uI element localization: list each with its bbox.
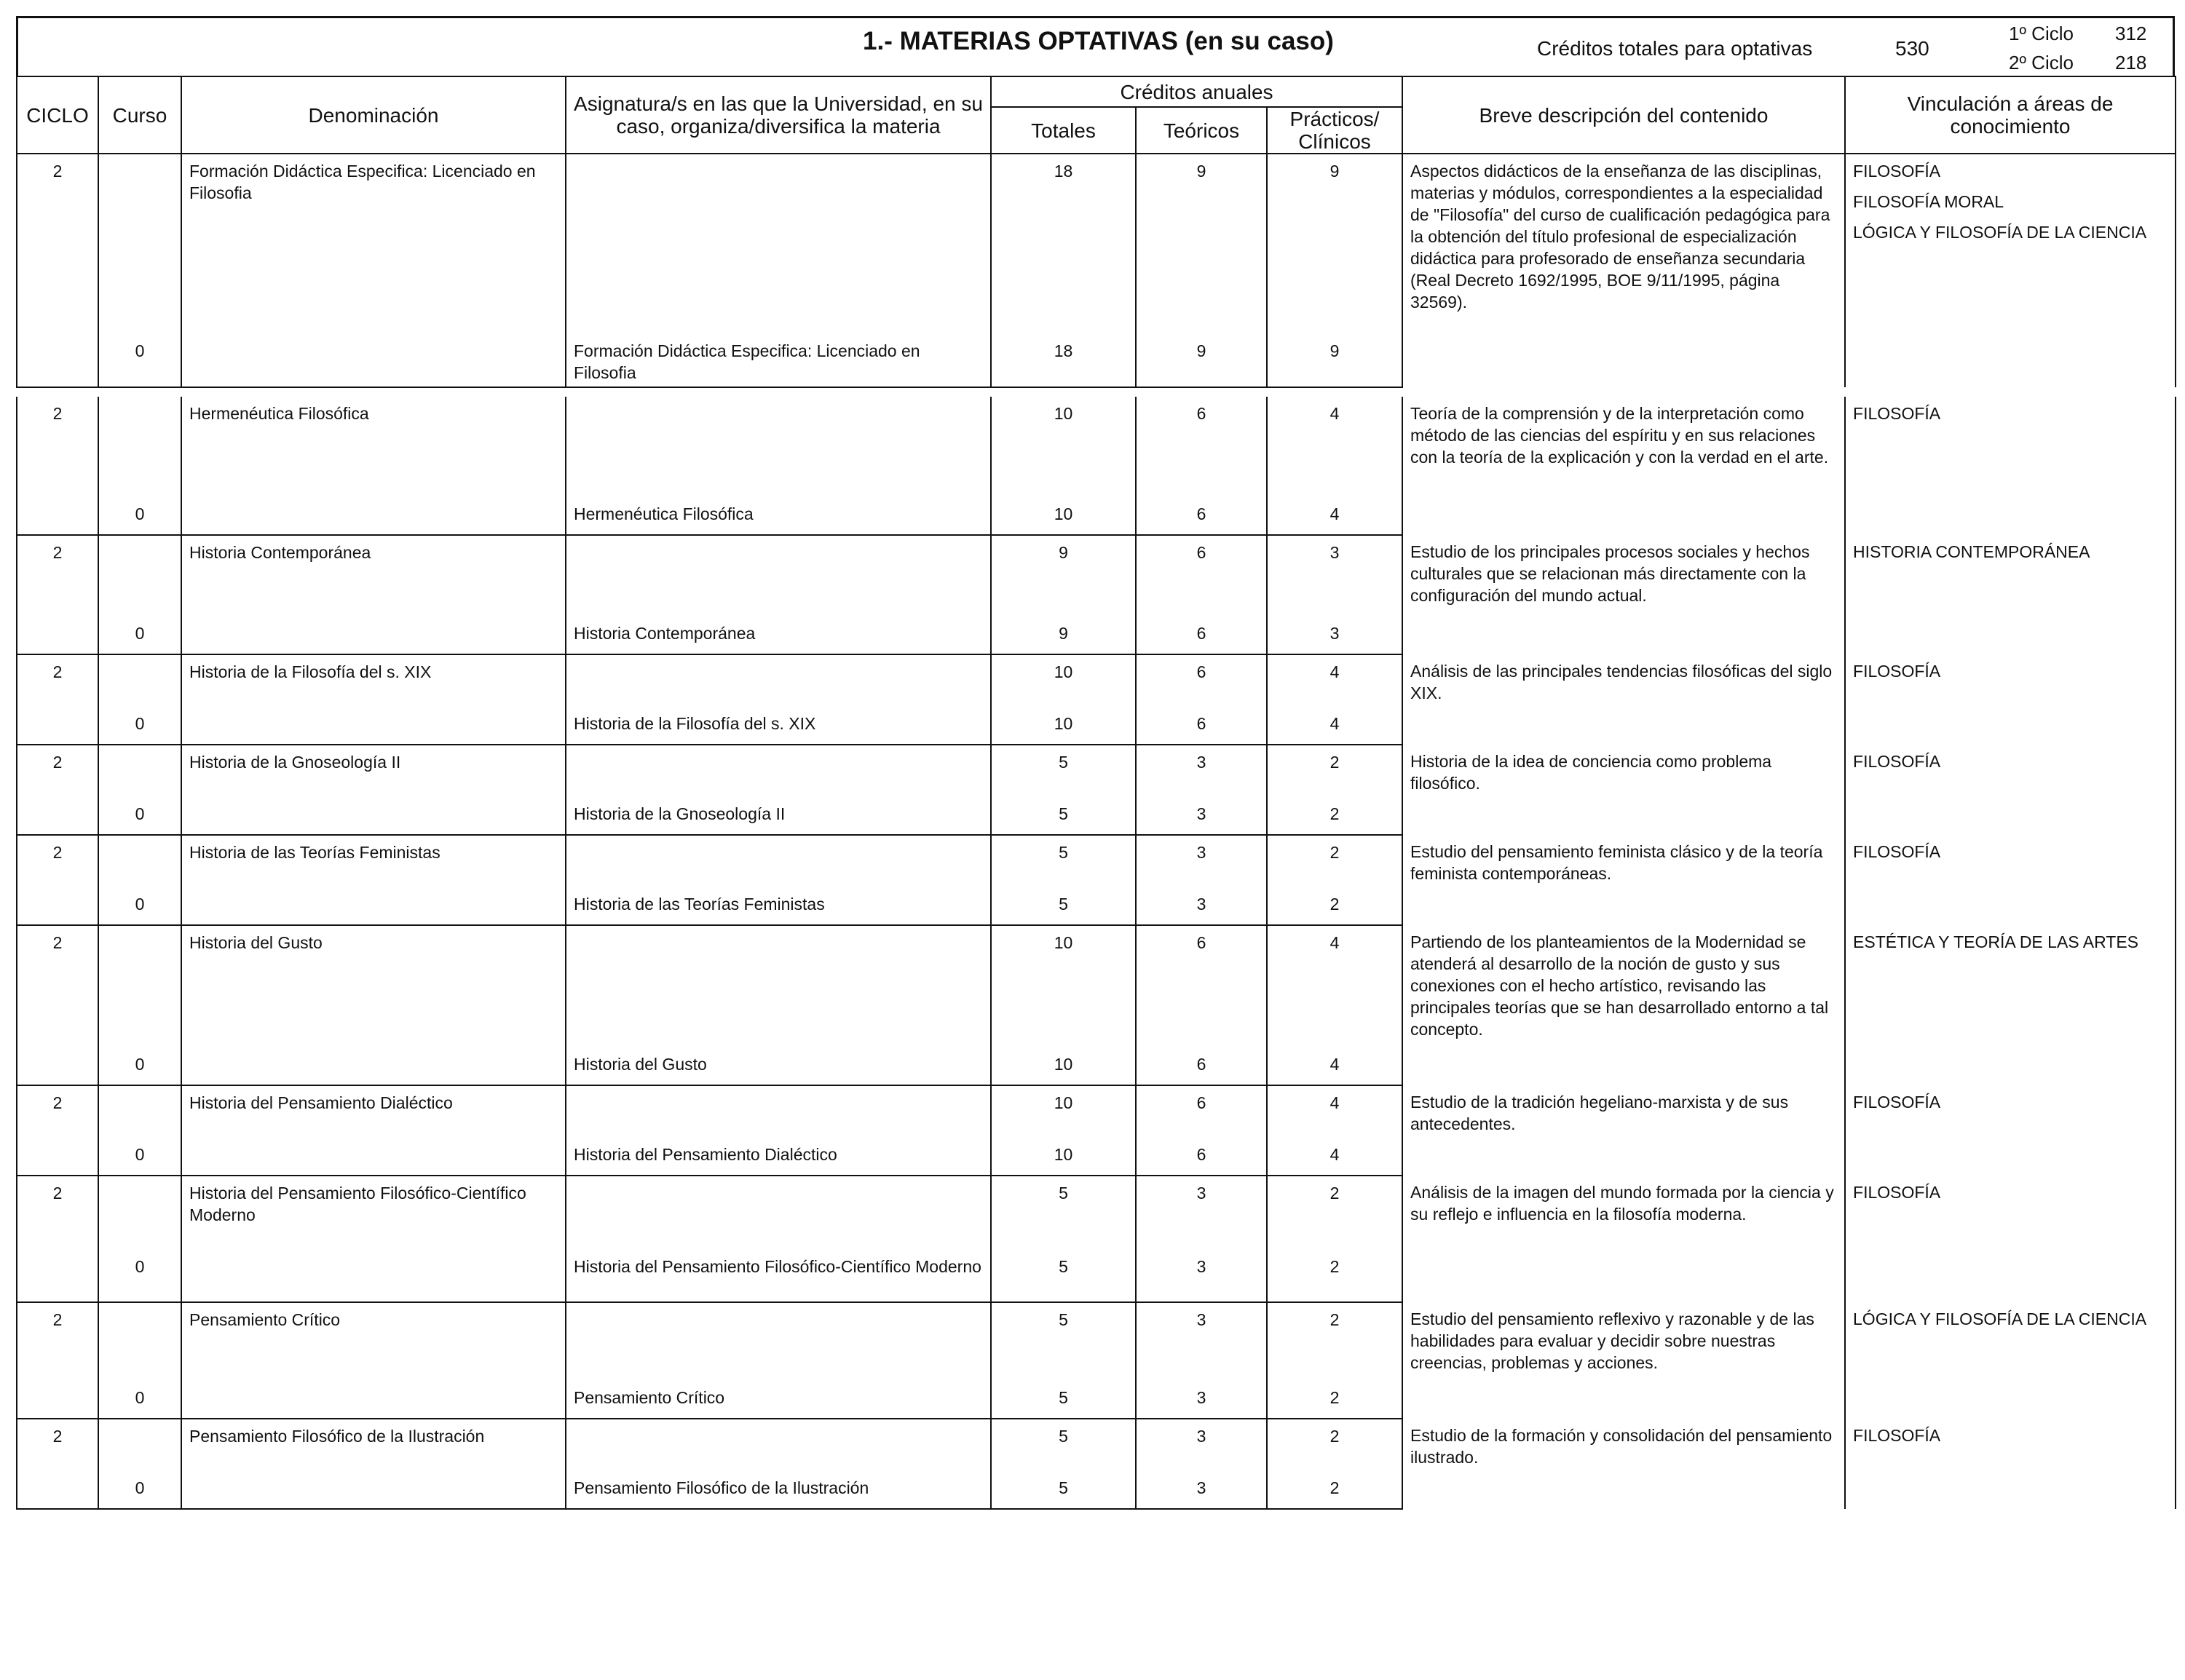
cell-sub-practicos: 3 (1267, 622, 1402, 654)
cell-ciclo: 2 (17, 1302, 98, 1387)
cell-asignatura-empty (566, 154, 991, 340)
title-bar (16, 16, 2175, 76)
table-row (17, 1419, 2176, 1477)
cell-asignatura: Historia de la Gnoseología II (566, 803, 991, 835)
table-row (17, 1302, 2176, 1387)
cell-asignatura-empty (566, 1419, 991, 1477)
cell-sub-teoricos: 3 (1136, 1387, 1267, 1419)
table-row (17, 1085, 2176, 1144)
cell-sub-practicos: 4 (1267, 503, 1402, 535)
cycle1-value: 312 (2115, 23, 2147, 44)
cell-asignatura: Historia de las Teorías Feministas (566, 893, 991, 925)
cell-curso: 0 (98, 1053, 181, 1085)
cell-sub-totales: 9 (991, 622, 1136, 654)
cell-sub-teoricos: 9 (1136, 340, 1267, 387)
area-label: FILOSOFÍA (1853, 404, 1941, 423)
cell-sub-totales: 5 (991, 1256, 1136, 1302)
col-descripcion: Breve descripción del contenido (1402, 76, 1845, 154)
cell-descripcion: Estudio del pensamiento feminista clásico y de la teoría feminista contemporáneas. (1402, 835, 1845, 925)
cell-asignatura: Historia del Pensamiento Dialéctico (566, 1144, 991, 1176)
subjects-table (16, 76, 2176, 1510)
cell-curso-empty (98, 397, 181, 503)
cell-ciclo-empty (17, 893, 98, 925)
cell-areas (1845, 1176, 2176, 1302)
cell-curso: 0 (98, 503, 181, 535)
area-label: FILOSOFÍA (1853, 1093, 1941, 1112)
cell-teoricos: 6 (1136, 397, 1267, 503)
cell-asignatura: Historia de la Filosofía del s. XIX (566, 713, 991, 745)
cell-curso: 0 (98, 1477, 181, 1509)
cell-descripcion: Aspectos didácticos de la enseñanza de las disciplinas, materias y módulos, correspondientes a la especialidad de "Filosofía" del curso de cualificación pedagógica para la obtención del título profesional de especialización didáctica para profesorado de enseñanza secundaria (Real Decreto 1692/1995, BOE 9/11/1995, página 32569). (1402, 154, 1845, 387)
table-body (17, 154, 2176, 1509)
cell-sub-totales: 10 (991, 503, 1136, 535)
area-label: LÓGICA Y FILOSOFÍA DE LA CIENCIA (1853, 1309, 2147, 1328)
table-row (17, 154, 2176, 340)
cell-curso: 0 (98, 1256, 181, 1302)
area-label: FILOSOFÍA (1853, 1426, 1941, 1445)
area-label: ESTÉTICA Y TEORÍA DE LAS ARTES (1853, 932, 2139, 951)
cell-denominacion: Pensamiento Filosófico de la Ilustración (181, 1419, 566, 1477)
cell-sub-practicos: 2 (1267, 1256, 1402, 1302)
cell-ciclo-empty (17, 803, 98, 835)
cell-ciclo: 2 (17, 1176, 98, 1256)
cell-denominacion-empty (181, 893, 566, 925)
cell-sub-totales: 5 (991, 803, 1136, 835)
cell-teoricos: 6 (1136, 925, 1267, 1053)
cell-practicos: 2 (1267, 1176, 1402, 1256)
cycle2-label: 2º Ciclo (2009, 52, 2074, 74)
cell-totales: 18 (991, 154, 1136, 340)
cell-asignatura-empty (566, 397, 991, 503)
cell-areas (1845, 1302, 2176, 1419)
cell-totales: 5 (991, 1302, 1136, 1387)
col-totales: Totales (991, 107, 1136, 154)
cell-sub-totales: 5 (991, 1387, 1136, 1419)
table-row (17, 654, 2176, 713)
cell-asignatura-empty (566, 654, 991, 713)
cell-asignatura: Historia Contemporánea (566, 622, 991, 654)
cell-sub-teoricos: 6 (1136, 713, 1267, 745)
cell-practicos: 4 (1267, 654, 1402, 713)
cell-denominacion: Historia del Pensamiento Dialéctico (181, 1085, 566, 1144)
cell-ciclo: 2 (17, 397, 98, 503)
cell-totales: 5 (991, 1419, 1136, 1477)
cell-practicos: 2 (1267, 745, 1402, 803)
cell-curso-empty (98, 925, 181, 1053)
cell-totales: 9 (991, 535, 1136, 622)
cell-sub-practicos: 4 (1267, 713, 1402, 745)
cell-asignatura-empty (566, 1085, 991, 1144)
cell-sub-teoricos: 6 (1136, 622, 1267, 654)
cell-asignatura-empty (566, 535, 991, 622)
cell-ciclo: 2 (17, 154, 98, 340)
cell-sub-totales: 10 (991, 1144, 1136, 1176)
cell-denominacion: Historia del Gusto (181, 925, 566, 1053)
cell-asignatura: Pensamiento Filosófico de la Ilustración (566, 1477, 991, 1509)
cell-curso: 0 (98, 622, 181, 654)
cell-denominacion-empty (181, 1053, 566, 1085)
cell-denominacion-empty (181, 622, 566, 654)
col-denominacion: Denominación (181, 76, 566, 154)
col-teoricos: Teóricos (1136, 107, 1267, 154)
cell-sub-practicos: 9 (1267, 340, 1402, 387)
area-label: FILOSOFÍA (1853, 662, 1941, 681)
cell-denominacion: Historia Contemporánea (181, 535, 566, 622)
cell-sub-teoricos: 6 (1136, 503, 1267, 535)
cell-denominacion: Formación Didáctica Especifica: Licenciado en Filosofia (181, 154, 566, 340)
area-label: HISTORIA CONTEMPORÁNEA (1853, 542, 2090, 561)
cell-asignatura: Hermenéutica Filosófica (566, 503, 991, 535)
table-row (17, 1176, 2176, 1256)
cell-descripcion: Análisis de la imagen del mundo formada por la ciencia y su reflejo e influencia en la filosofía moderna. (1402, 1176, 1845, 1302)
cell-denominacion: Historia de las Teorías Feministas (181, 835, 566, 893)
cell-curso: 0 (98, 713, 181, 745)
cell-totales: 10 (991, 654, 1136, 713)
cell-practicos: 2 (1267, 835, 1402, 893)
cell-teoricos: 6 (1136, 535, 1267, 622)
cell-sub-teoricos: 3 (1136, 803, 1267, 835)
cell-totales: 10 (991, 925, 1136, 1053)
total-credits-value: 530 (1895, 37, 1929, 60)
cell-asignatura-empty (566, 1176, 991, 1256)
cell-ciclo-empty (17, 503, 98, 535)
cell-sub-totales: 5 (991, 893, 1136, 925)
cell-areas (1845, 925, 2176, 1085)
col-curso: Curso (98, 76, 181, 154)
cycle1-label: 1º Ciclo (2009, 23, 2074, 44)
table-row (17, 535, 2176, 622)
cell-practicos: 4 (1267, 397, 1402, 503)
cell-ciclo: 2 (17, 654, 98, 713)
area-label: FILOSOFÍA (1853, 1183, 1941, 1202)
cell-practicos: 4 (1267, 1085, 1402, 1144)
cell-denominacion-empty (181, 803, 566, 835)
cell-curso: 0 (98, 803, 181, 835)
cell-practicos: 2 (1267, 1419, 1402, 1477)
cell-sub-practicos: 2 (1267, 893, 1402, 925)
cell-teoricos: 6 (1136, 654, 1267, 713)
cell-denominacion-empty (181, 340, 566, 387)
cell-areas (1845, 535, 2176, 654)
cell-ciclo-empty (17, 1477, 98, 1509)
cell-asignatura: Historia del Pensamiento Filosófico-Científico Moderno (566, 1256, 991, 1302)
area-label: FILOSOFÍA MORAL (1853, 192, 2004, 211)
page-title: 1.- MATERIAS OPTATIVAS (en su caso) (863, 27, 1334, 55)
cell-denominacion-empty (181, 1144, 566, 1176)
gap-cell (17, 387, 2176, 397)
cell-sub-totales: 10 (991, 713, 1136, 745)
table-header (17, 76, 2176, 154)
cell-asignatura-empty (566, 835, 991, 893)
cell-sub-practicos: 2 (1267, 1477, 1402, 1509)
cell-ciclo-empty (17, 622, 98, 654)
cell-ciclo-empty (17, 713, 98, 745)
cell-totales: 5 (991, 745, 1136, 803)
cell-curso-empty (98, 154, 181, 340)
cell-descripcion: Estudio de los principales procesos sociales y hechos culturales que se relacionan más directamente con la configuración del mundo actual. (1402, 535, 1845, 654)
cell-areas (1845, 1419, 2176, 1509)
cell-asignatura: Historia del Gusto (566, 1053, 991, 1085)
cell-ciclo-empty (17, 1144, 98, 1176)
cell-ciclo-empty (17, 1387, 98, 1419)
cycle2-value: 218 (2115, 52, 2147, 74)
cell-sub-practicos: 4 (1267, 1144, 1402, 1176)
cell-ciclo: 2 (17, 535, 98, 622)
cell-areas (1845, 654, 2176, 745)
table-row (17, 397, 2176, 503)
optional-subjects-sheet (16, 16, 2175, 1510)
cell-sub-practicos: 2 (1267, 803, 1402, 835)
col-vinculacion: Vinculación a áreas de conocimiento (1845, 76, 2176, 154)
cell-sub-teoricos: 3 (1136, 1256, 1267, 1302)
cell-curso-empty (98, 745, 181, 803)
cell-descripcion: Partiendo de los planteamientos de la Modernidad se atenderá al desarrollo de la noción de gusto y sus conexiones con el hecho artístico, revisando las principales teorías que se han desarrollado entorno a tal concepto. (1402, 925, 1845, 1085)
table-row (17, 925, 2176, 1053)
area-label: LÓGICA Y FILOSOFÍA DE LA CIENCIA (1853, 223, 2147, 242)
cell-totales: 5 (991, 835, 1136, 893)
cell-areas (1845, 154, 2176, 387)
cell-denominacion-empty (181, 713, 566, 745)
cell-ciclo-empty (17, 340, 98, 387)
cell-curso-empty (98, 535, 181, 622)
cell-teoricos: 3 (1136, 1419, 1267, 1477)
cell-sub-totales: 18 (991, 340, 1136, 387)
cell-descripcion: Estudio del pensamiento reflexivo y razonable y de las habilidades para evaluar y decidir sobre nuestras creencias, problemas y acciones. (1402, 1302, 1845, 1419)
cell-sub-totales: 10 (991, 1053, 1136, 1085)
table-row (17, 835, 2176, 893)
cell-areas (1845, 397, 2176, 535)
cell-ciclo: 2 (17, 925, 98, 1053)
cell-teoricos: 3 (1136, 745, 1267, 803)
area-label: FILOSOFÍA (1853, 752, 1941, 771)
cell-curso-empty (98, 654, 181, 713)
cell-sub-teoricos: 3 (1136, 1477, 1267, 1509)
cell-descripcion: Teoría de la comprensión y de la interpretación como método de las ciencias del espíritu y en sus relaciones con la teoría de la explicación y con la verdad en el arte. (1402, 397, 1845, 535)
cell-curso: 0 (98, 1144, 181, 1176)
cell-curso-empty (98, 1302, 181, 1387)
cell-curso-empty (98, 1085, 181, 1144)
cell-sub-practicos: 2 (1267, 1387, 1402, 1419)
cell-sub-totales: 5 (991, 1477, 1136, 1509)
cell-teoricos: 3 (1136, 1302, 1267, 1387)
cell-curso-empty (98, 1176, 181, 1256)
cell-asignatura: Formación Didáctica Especifica: Licenciado en Filosofia (566, 340, 991, 387)
cell-teoricos: 3 (1136, 1176, 1267, 1256)
col-practicos: Prácticos/ Clínicos (1267, 107, 1402, 154)
area-label: FILOSOFÍA (1853, 842, 1941, 861)
cell-teoricos: 6 (1136, 1085, 1267, 1144)
cell-ciclo: 2 (17, 745, 98, 803)
cell-asignatura-empty (566, 1302, 991, 1387)
cell-curso: 0 (98, 1387, 181, 1419)
cell-practicos: 3 (1267, 535, 1402, 622)
cell-ciclo: 2 (17, 1085, 98, 1144)
cell-denominacion: Historia de la Gnoseología II (181, 745, 566, 803)
cell-denominacion: Historia de la Filosofía del s. XIX (181, 654, 566, 713)
cell-curso-empty (98, 835, 181, 893)
cell-areas (1845, 1085, 2176, 1176)
cell-totales: 10 (991, 1085, 1136, 1144)
cell-curso: 0 (98, 893, 181, 925)
cell-denominacion-empty (181, 503, 566, 535)
cell-sub-teoricos: 6 (1136, 1053, 1267, 1085)
cell-practicos: 9 (1267, 154, 1402, 340)
cell-ciclo: 2 (17, 1419, 98, 1477)
cell-teoricos: 3 (1136, 835, 1267, 893)
cell-descripcion: Historia de la idea de conciencia como problema filosófico. (1402, 745, 1845, 835)
cell-practicos: 2 (1267, 1302, 1402, 1387)
cell-sub-practicos: 4 (1267, 1053, 1402, 1085)
cell-ciclo: 2 (17, 835, 98, 893)
cell-teoricos: 9 (1136, 154, 1267, 340)
total-credits-label: Créditos totales para optativas (1537, 37, 1813, 60)
area-label: FILOSOFÍA (1853, 162, 1941, 181)
cell-denominacion-empty (181, 1387, 566, 1419)
cell-curso: 0 (98, 340, 181, 387)
cell-ciclo-empty (17, 1256, 98, 1302)
cell-curso-empty (98, 1419, 181, 1477)
cell-sub-teoricos: 3 (1136, 893, 1267, 925)
cell-denominacion: Pensamiento Crítico (181, 1302, 566, 1387)
cell-denominacion-empty (181, 1256, 566, 1302)
cell-asignatura-empty (566, 745, 991, 803)
cell-denominacion: Historia del Pensamiento Filosófico-Científico Moderno (181, 1176, 566, 1256)
col-asignaturas: Asignatura/s en las que la Universidad, en su caso, organiza/diversifica la materia (566, 76, 991, 154)
cell-ciclo-empty (17, 1053, 98, 1085)
cell-descripcion: Análisis de las principales tendencias filosóficas del siglo XIX. (1402, 654, 1845, 745)
cell-descripcion: Estudio de la tradición hegeliano-marxista y de sus antecedentes. (1402, 1085, 1845, 1176)
cell-denominacion-empty (181, 1477, 566, 1509)
cell-asignatura-empty (566, 925, 991, 1053)
cell-totales: 5 (991, 1176, 1136, 1256)
cell-asignatura: Pensamiento Crítico (566, 1387, 991, 1419)
cell-totales: 10 (991, 397, 1136, 503)
cell-denominacion: Hermenéutica Filosófica (181, 397, 566, 503)
cell-sub-teoricos: 6 (1136, 1144, 1267, 1176)
col-creditos-anuales: Créditos anuales (991, 76, 1402, 107)
row-gap (17, 387, 2176, 397)
cell-areas (1845, 745, 2176, 835)
cell-areas (1845, 835, 2176, 925)
table-row (17, 745, 2176, 803)
col-ciclo: CICLO (17, 76, 98, 154)
cell-descripcion: Estudio de la formación y consolidación del pensamiento ilustrado. (1402, 1419, 1845, 1509)
cell-practicos: 4 (1267, 925, 1402, 1053)
